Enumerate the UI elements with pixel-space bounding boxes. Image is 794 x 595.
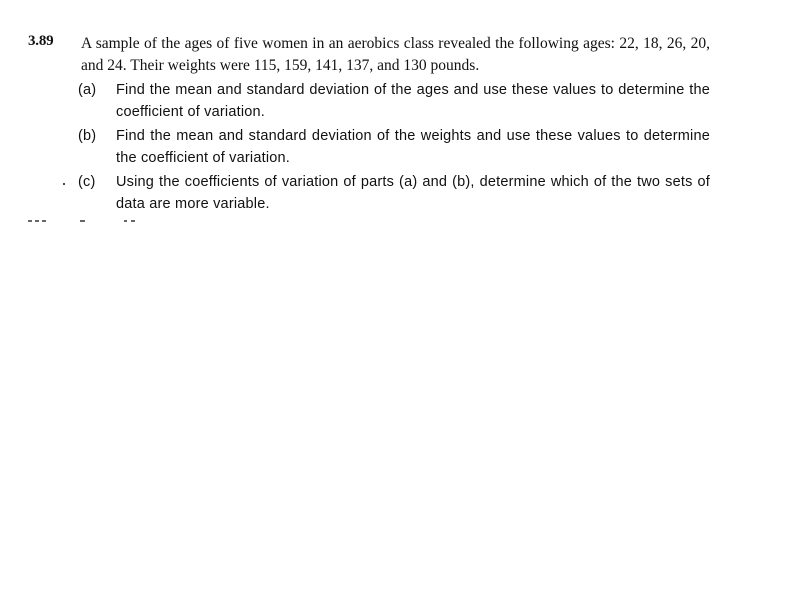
problem-body — [78, 33, 710, 215]
cropped-next-line-fragment — [28, 218, 158, 224]
part-a-text: Find the mean and standard deviation of the ages and use these values to determine the coefficient of variation. — [116, 82, 710, 120]
problem-stem: A sample of the ages of five women in an aerobics class revealed the following ages: 22, 18, 26, 20, and 24. Their weights were 115, 159, 141, 137, and 130 pounds. — [81, 35, 710, 74]
part-a — [78, 79, 710, 123]
part-a-label: (a) — [78, 82, 97, 98]
part-b-text: Find the mean and standard deviation of the weights and use these values to determine the coefficient of variation. — [116, 128, 710, 166]
part-b — [78, 125, 710, 169]
part-c — [78, 171, 710, 215]
part-c-label: (c) — [78, 174, 96, 190]
problem-number: 3.89 — [28, 33, 54, 49]
part-b-label: (b) — [78, 128, 97, 144]
scan-speck — [63, 183, 65, 185]
part-c-text: Using the coefficients of variation of parts (a) and (b), determine which of the two sets of data are more variable. — [116, 174, 710, 212]
problem-parts-list — [78, 79, 710, 215]
